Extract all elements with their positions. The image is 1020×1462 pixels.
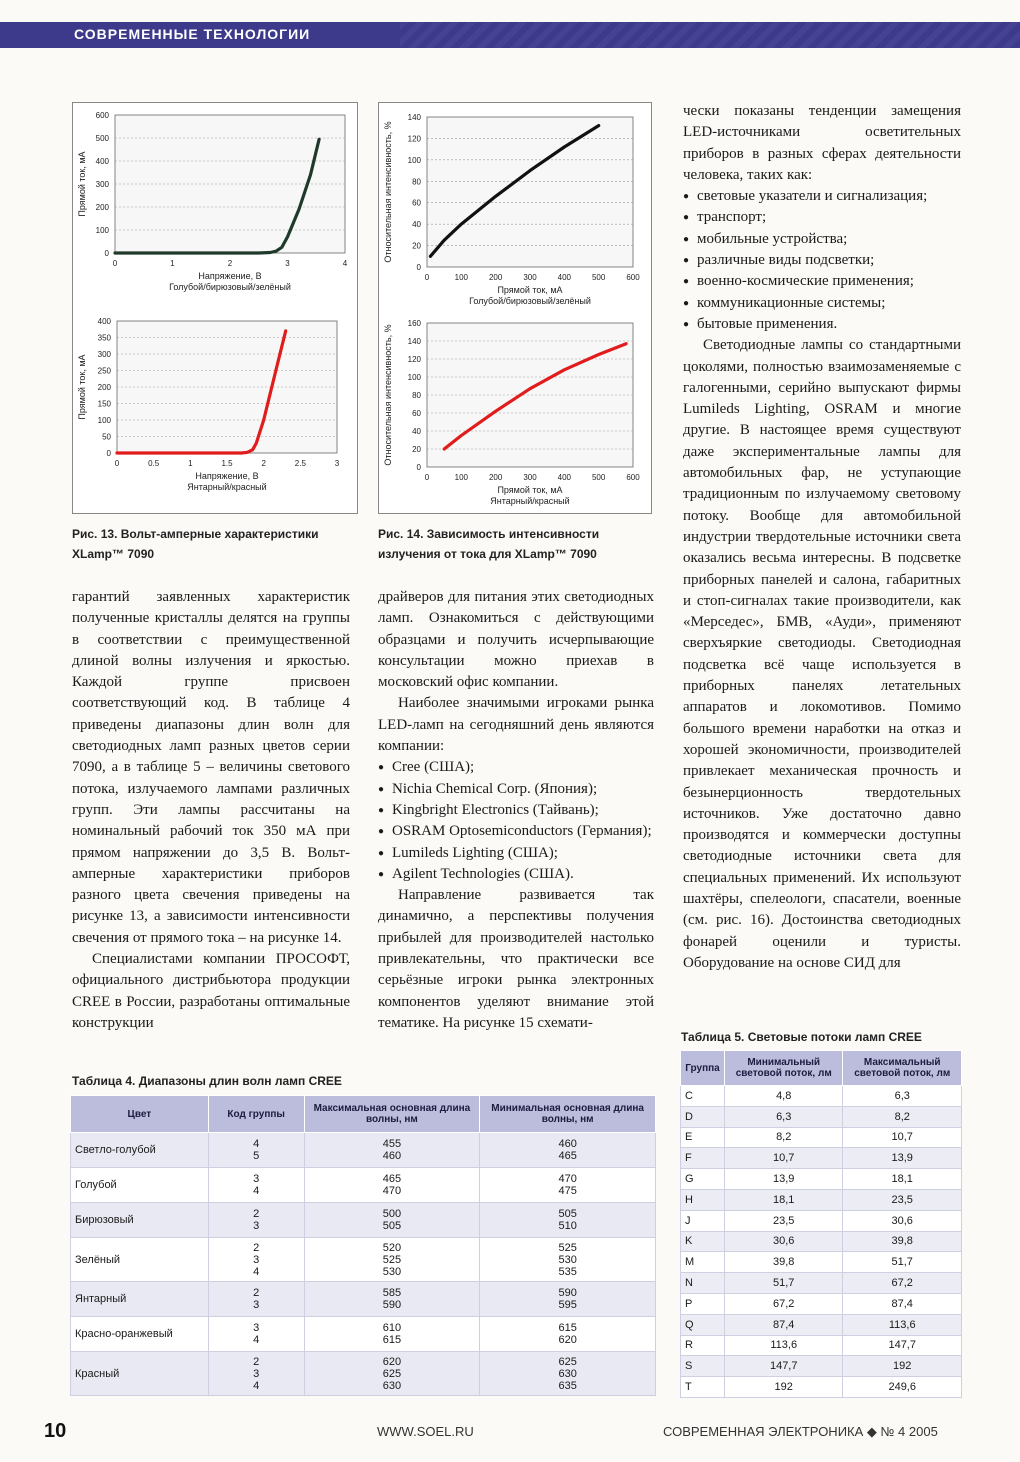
y-tick-label: 200 — [95, 203, 109, 212]
y-tick-label: 400 — [95, 157, 109, 166]
list-item: ● Agilent Technologies (США). — [378, 864, 654, 885]
x-tick-label: 600 — [626, 473, 640, 482]
paragraph: Специалистами компании ПРОСОФТ, официального дистрибьютора продукции CREE в России, разработаны оптимальные конструкции — [72, 951, 350, 1031]
site-url: WWW.SOEL.RU — [377, 1424, 474, 1439]
table-cell: 585 590 — [304, 1282, 480, 1317]
list-item: ● транспорт; — [683, 207, 961, 228]
x-tick-label: 0 — [424, 473, 430, 482]
table-cell: 39,8 — [843, 1231, 962, 1252]
table-cell: 39,8 — [724, 1252, 842, 1273]
list-item: ● Kingbright Electronics (Тайвань); — [378, 800, 654, 821]
section-title: СОВРЕМЕННЫЕ ТЕХНОЛОГИИ — [74, 26, 311, 42]
x-tick-label: 0 — [114, 459, 120, 468]
table-cell: 4 5 — [208, 1133, 304, 1168]
y-tick-label: 0 — [416, 463, 421, 472]
table-row — [71, 1282, 656, 1317]
table-cell: 455 460 — [304, 1133, 480, 1168]
x-tick-label: 300 — [523, 473, 537, 482]
table-cell: 3 4 — [208, 1168, 304, 1203]
x-tick-label: 200 — [488, 273, 503, 282]
y-tick-label: 20 — [412, 241, 421, 251]
table-cell: 610 615 — [304, 1317, 480, 1352]
companies-list — [378, 757, 654, 885]
table-row — [71, 1352, 656, 1396]
text-column-1 — [72, 587, 350, 1034]
table-cell: 18,1 — [843, 1169, 962, 1190]
table-header-cell: Максимальный световой поток, лм — [843, 1051, 962, 1086]
applications-list — [683, 186, 961, 335]
list-item: ● Nichia Chemical Corp. (Япония); — [378, 779, 654, 800]
y-tick-label: 50 — [102, 432, 111, 442]
table-5 — [680, 1050, 962, 1398]
table-cell: 18,1 — [724, 1189, 842, 1210]
table-header-cell: Минимальная основная длина волны, нм — [480, 1096, 656, 1133]
y-tick-label: 400 — [97, 317, 111, 326]
table-cell: Янтарный — [71, 1282, 209, 1317]
table-cell: C — [681, 1086, 725, 1107]
table-cell: 6,3 — [843, 1086, 962, 1107]
list-item: ● бытовые применения. — [683, 314, 961, 335]
y-tick-label: 100 — [95, 226, 109, 235]
x-tick-label: 1 — [188, 459, 193, 468]
table-row — [681, 1210, 962, 1231]
table-cell: M — [681, 1252, 725, 1273]
y-axis-label: Прямой ток, мА — [77, 151, 87, 217]
table-cell: G — [681, 1169, 725, 1190]
table-cell: 30,6 — [843, 1210, 962, 1231]
list-item: ● Cree (США); — [378, 757, 654, 778]
table-cell: 87,4 — [843, 1293, 962, 1314]
y-tick-label: 140 — [407, 337, 421, 346]
table-cell: 505 510 — [480, 1203, 656, 1238]
table-cell: 10,7 — [843, 1127, 962, 1148]
y-tick-label: 300 — [95, 180, 109, 189]
y-tick-label: 60 — [412, 409, 421, 418]
table-row — [681, 1148, 962, 1169]
table-4-caption: Таблица 4. Диапазоны длин волн ламп CREE — [72, 1074, 342, 1088]
table-cell: E — [681, 1127, 725, 1148]
table-cell: 51,7 — [724, 1273, 842, 1294]
x-tick-label: 3 — [285, 259, 290, 268]
journal-info: СОВРЕМЕННАЯ ЭЛЕКТРОНИКА ◆ № 4 2005 — [663, 1424, 938, 1439]
figure-14-frame — [378, 102, 652, 514]
table-cell: Светло-голубой — [71, 1133, 209, 1168]
y-tick-label: 120 — [407, 134, 421, 144]
x-axis-label: Прямой ток, мА — [497, 285, 563, 295]
table-cell: 10,7 — [724, 1148, 842, 1169]
table-cell: D — [681, 1106, 725, 1127]
y-tick-label: 0 — [106, 449, 111, 458]
table-row — [681, 1356, 962, 1377]
y-tick-label: 250 — [97, 366, 111, 376]
table-header-cell: Группа — [681, 1051, 725, 1086]
y-tick-label: 160 — [407, 319, 421, 328]
table-5-caption: Таблица 5. Световые потоки ламп CREE — [681, 1030, 922, 1044]
y-tick-label: 60 — [412, 198, 421, 208]
x-tick-label: 600 — [626, 273, 640, 282]
chart-subtitle: Голубой/бирюзовый/зелёный — [169, 282, 291, 292]
table-cell: 2 3 — [208, 1203, 304, 1238]
chart-intensity-blue-green — [379, 103, 651, 308]
text-column-2 — [378, 587, 654, 1034]
table-row — [71, 1317, 656, 1352]
table-row — [681, 1231, 962, 1252]
y-axis-label: Прямой ток, мА — [77, 354, 87, 420]
list-item: ● мобильные устройства; — [683, 229, 961, 250]
table-cell: 147,7 — [843, 1335, 962, 1356]
y-tick-label: 150 — [97, 399, 111, 409]
y-axis-label: Относительная интенсивность, % — [383, 324, 393, 466]
y-tick-label: 350 — [97, 333, 111, 343]
y-tick-label: 0 — [416, 263, 421, 272]
table-cell: 113,6 — [724, 1335, 842, 1356]
x-tick-label: 300 — [523, 273, 537, 282]
table-cell: 590 595 — [480, 1282, 656, 1317]
table-cell: 249,6 — [843, 1377, 962, 1398]
table-cell: 2 3 — [208, 1282, 304, 1317]
table-cell: 23,5 — [724, 1210, 842, 1231]
x-tick-label: 1 — [170, 259, 175, 268]
x-tick-label: 400 — [557, 473, 572, 482]
table-cell: J — [681, 1210, 725, 1231]
table-cell: 525 530 535 — [480, 1238, 656, 1282]
x-tick-label: 400 — [557, 273, 572, 282]
table-cell: 67,2 — [724, 1293, 842, 1314]
x-tick-label: 4 — [342, 259, 348, 268]
y-tick-label: 100 — [407, 155, 421, 165]
x-tick-label: 0 — [424, 273, 430, 282]
x-axis-label: Напряжение, В — [195, 471, 259, 481]
text-column-3 — [683, 101, 961, 974]
table-cell: 192 — [843, 1356, 962, 1377]
x-tick-label: 3 — [334, 459, 340, 468]
table-cell: 625 630 635 — [480, 1352, 656, 1396]
figure-14-caption: Рис. 14. Зависимость интенсивности излучения от тока для XLamp™ 7090 — [378, 527, 600, 561]
table-cell: F — [681, 1148, 725, 1169]
x-tick-label: 2 — [227, 259, 233, 268]
table-row — [681, 1293, 962, 1314]
chart-iv-amber-red — [73, 308, 357, 508]
table-row — [681, 1127, 962, 1148]
table-row — [71, 1133, 656, 1168]
y-tick-label: 100 — [407, 373, 421, 382]
y-tick-label: 20 — [412, 445, 421, 454]
x-tick-label: 2 — [261, 459, 266, 468]
table-cell: R — [681, 1335, 725, 1356]
y-tick-label: 40 — [412, 427, 421, 436]
table-row — [681, 1335, 962, 1356]
x-axis-label: Прямой ток, мА — [497, 485, 563, 495]
table-row — [681, 1273, 962, 1294]
table-cell: Голубой — [71, 1168, 209, 1203]
y-tick-label: 140 — [407, 113, 421, 122]
y-tick-label: 80 — [412, 391, 421, 400]
table-cell: Q — [681, 1314, 725, 1335]
table-cell: 2 3 4 — [208, 1352, 304, 1396]
y-tick-label: 80 — [412, 177, 421, 187]
table-cell: 520 525 530 — [304, 1238, 480, 1282]
table-cell: P — [681, 1293, 725, 1314]
table-row — [681, 1314, 962, 1335]
x-tick-label: 1.5 — [221, 459, 233, 468]
table-row — [681, 1106, 962, 1127]
list-item: ● различные виды подсветки; — [683, 250, 961, 271]
header-pattern — [400, 22, 1020, 48]
table-cell: T — [681, 1377, 725, 1398]
y-tick-label: 300 — [97, 350, 111, 359]
table-cell: 113,6 — [843, 1314, 962, 1335]
table-cell: H — [681, 1189, 725, 1210]
paragraph: драйверов для питания этих светодиодных ламп. Ознакомиться с действующими образцами и получить исчерпывающие консультации можно приехав в московский офис компании. — [378, 589, 654, 691]
x-tick-label: 100 — [454, 473, 469, 482]
table-row — [681, 1252, 962, 1273]
table-cell: 620 625 630 — [304, 1352, 480, 1396]
table-cell: 13,9 — [724, 1169, 842, 1190]
table-cell: 470 475 — [480, 1168, 656, 1203]
list-item: ● Lumileds Lighting (США); — [378, 843, 654, 864]
table-cell: 3 4 — [208, 1317, 304, 1352]
table-row — [681, 1377, 962, 1398]
table-cell: 4,8 — [724, 1086, 842, 1107]
table-cell: Зелёный — [71, 1238, 209, 1282]
list-item: ● военно-космические применения; — [683, 271, 961, 292]
x-axis-label: Напряжение, В — [198, 271, 262, 281]
table-cell: 192 — [724, 1377, 842, 1398]
x-tick-label: 0.5 — [148, 459, 160, 468]
x-tick-label: 2.5 — [294, 459, 306, 468]
table-cell: 13,9 — [843, 1148, 962, 1169]
plot-area — [427, 323, 633, 467]
y-tick-label: 200 — [97, 383, 111, 392]
x-tick-label: 100 — [454, 273, 469, 282]
table-cell: Красный — [71, 1352, 209, 1396]
table-4 — [70, 1095, 656, 1396]
y-axis-label: Относительная интенсивность, % — [383, 121, 393, 263]
table-cell: 6,3 — [724, 1106, 842, 1127]
x-tick-label: 500 — [591, 273, 606, 282]
table-cell: Бирюзовый — [71, 1203, 209, 1238]
table-cell: 460 465 — [480, 1133, 656, 1168]
table-cell: S — [681, 1356, 725, 1377]
chart-intensity-amber-red — [379, 311, 651, 511]
paragraph: Светодиодные лампы со стандартными цоколями, полностью взаимозаменяемые с галогенными, серийно выпускают фирмы Lumileds Lighting, OSRAM и многие другие. В настоящее время существуют даже экспериментальные лампы для автомобильных фар, не уступающие традиционным по излучаемому световому потоку. Вообще для автомобильной индустрии твердотельные источники света оказались весьма интересны. В подсветке приборных панелей и салона, габаритных и стоп-сигналах такие производители, как «Мерседес», БМВ, «Ауди», применяют сверхъяркие светодиоды. Светодиодная подсветка всё чаще используется в приборных панелях летательных аппаратов и локомотивов. Помимо большого времени наработки на отказ и хорошей экономичности, производителей привлекает механическая прочность и безынерционность твердотельных источников. Уже достаточно давно производятся и коммерчески доступны светодиодные источники света для специальных применений. Их используют шахтёры, спелеологи, спасатели, военные (см. рис. 16). Достоинства светодиодных фонарей оценили и туристы. Оборудование на основе СИД для — [683, 337, 961, 971]
paragraph: чески показаны тенденции замещения LED-источниками осветительных приборов в разных сферах деятельности человека, таких как: — [683, 103, 961, 183]
table-cell: 147,7 — [724, 1356, 842, 1377]
table-cell: 500 505 — [304, 1203, 480, 1238]
table-cell: 465 470 — [304, 1168, 480, 1203]
y-tick-label: 120 — [407, 355, 421, 364]
list-item: ● световые указатели и сигнализация; — [683, 186, 961, 207]
x-tick-label: 0 — [112, 259, 118, 268]
chart-iv-blue-green — [73, 103, 357, 303]
table-cell: 87,4 — [724, 1314, 842, 1335]
paragraph: Направление развивается так динамично, а перспективы получения прибылей для производителей настолько привлекательны, что практически все серьёзные игроки рынка электронных компонентов уделяют внимание этой тематике. На рисунке 15 схемати- — [378, 887, 654, 1031]
plot-area — [115, 115, 345, 253]
table-cell: 23,5 — [843, 1189, 962, 1210]
table-row — [681, 1169, 962, 1190]
table-cell: Красно-оранжевый — [71, 1317, 209, 1352]
table-row — [71, 1203, 656, 1238]
plot-area — [427, 117, 633, 267]
table-cell: 8,2 — [843, 1106, 962, 1127]
table-cell: 615 620 — [480, 1317, 656, 1352]
chart-subtitle: Янтарный/красный — [187, 482, 267, 492]
table-row — [681, 1086, 962, 1107]
paragraph: гарантий заявленных характеристик полученные кристаллы делятся на группы в соответствии с преимущественной длиной волны излучения и яркостью. Каждой группе присвоен соответствующий код. В таблице 4 приведены диапазоны длин волн для светодиодных ламп разных цветов серии 7090, а в таблице 5 – величины светового потока, излучаемого лампами различных групп. Эти лампы рассчитаны на номинальный рабочий ток 350 мА при прямом напряжении до 3,5 В. Вольт-амперные характеристики приборов разного цвета свечения приведены на рисунке 13, а зависимости интенсивности свечения от прямого тока – на рисунке 14. — [72, 589, 350, 946]
y-tick-label: 0 — [104, 249, 109, 258]
list-item: ● коммуникационные системы; — [683, 293, 961, 314]
table-cell: 30,6 — [724, 1231, 842, 1252]
y-tick-label: 600 — [95, 111, 109, 120]
chart-subtitle: Голубой/бирюзовый/зелёный — [469, 296, 591, 306]
table-cell: N — [681, 1273, 725, 1294]
table-row — [681, 1189, 962, 1210]
table-header-cell: Максимальная основная длина волны, нм — [304, 1096, 480, 1133]
y-tick-label: 500 — [95, 134, 109, 143]
figure-13-caption: Рис. 13. Вольт-амперные характеристики XLamp™ 7090 — [72, 527, 319, 561]
figure-13-frame — [72, 102, 358, 514]
table-cell: K — [681, 1231, 725, 1252]
x-tick-label: 500 — [591, 473, 606, 482]
y-tick-label: 100 — [97, 416, 111, 425]
table-cell: 2 3 4 — [208, 1238, 304, 1282]
y-tick-label: 40 — [412, 220, 421, 230]
table-header-cell: Минимальный световой поток, лм — [724, 1051, 842, 1086]
x-tick-label: 200 — [488, 473, 503, 482]
table-row — [71, 1168, 656, 1203]
chart-subtitle: Янтарный/красный — [490, 496, 570, 506]
page-number: 10 — [44, 1420, 67, 1442]
paragraph: Наиболее значимыми игроками рынка LED-ламп на сегодняшний день являются компании: — [378, 695, 654, 755]
table-header-cell: Код группы — [208, 1096, 304, 1133]
table-cell: 51,7 — [843, 1252, 962, 1273]
table-cell: 67,2 — [843, 1273, 962, 1294]
list-item: ● OSRAM Optosemiconductors (Германия); — [378, 821, 654, 842]
table-row — [71, 1238, 656, 1282]
table-header-cell: Цвет — [71, 1096, 209, 1133]
table-cell: 8,2 — [724, 1127, 842, 1148]
